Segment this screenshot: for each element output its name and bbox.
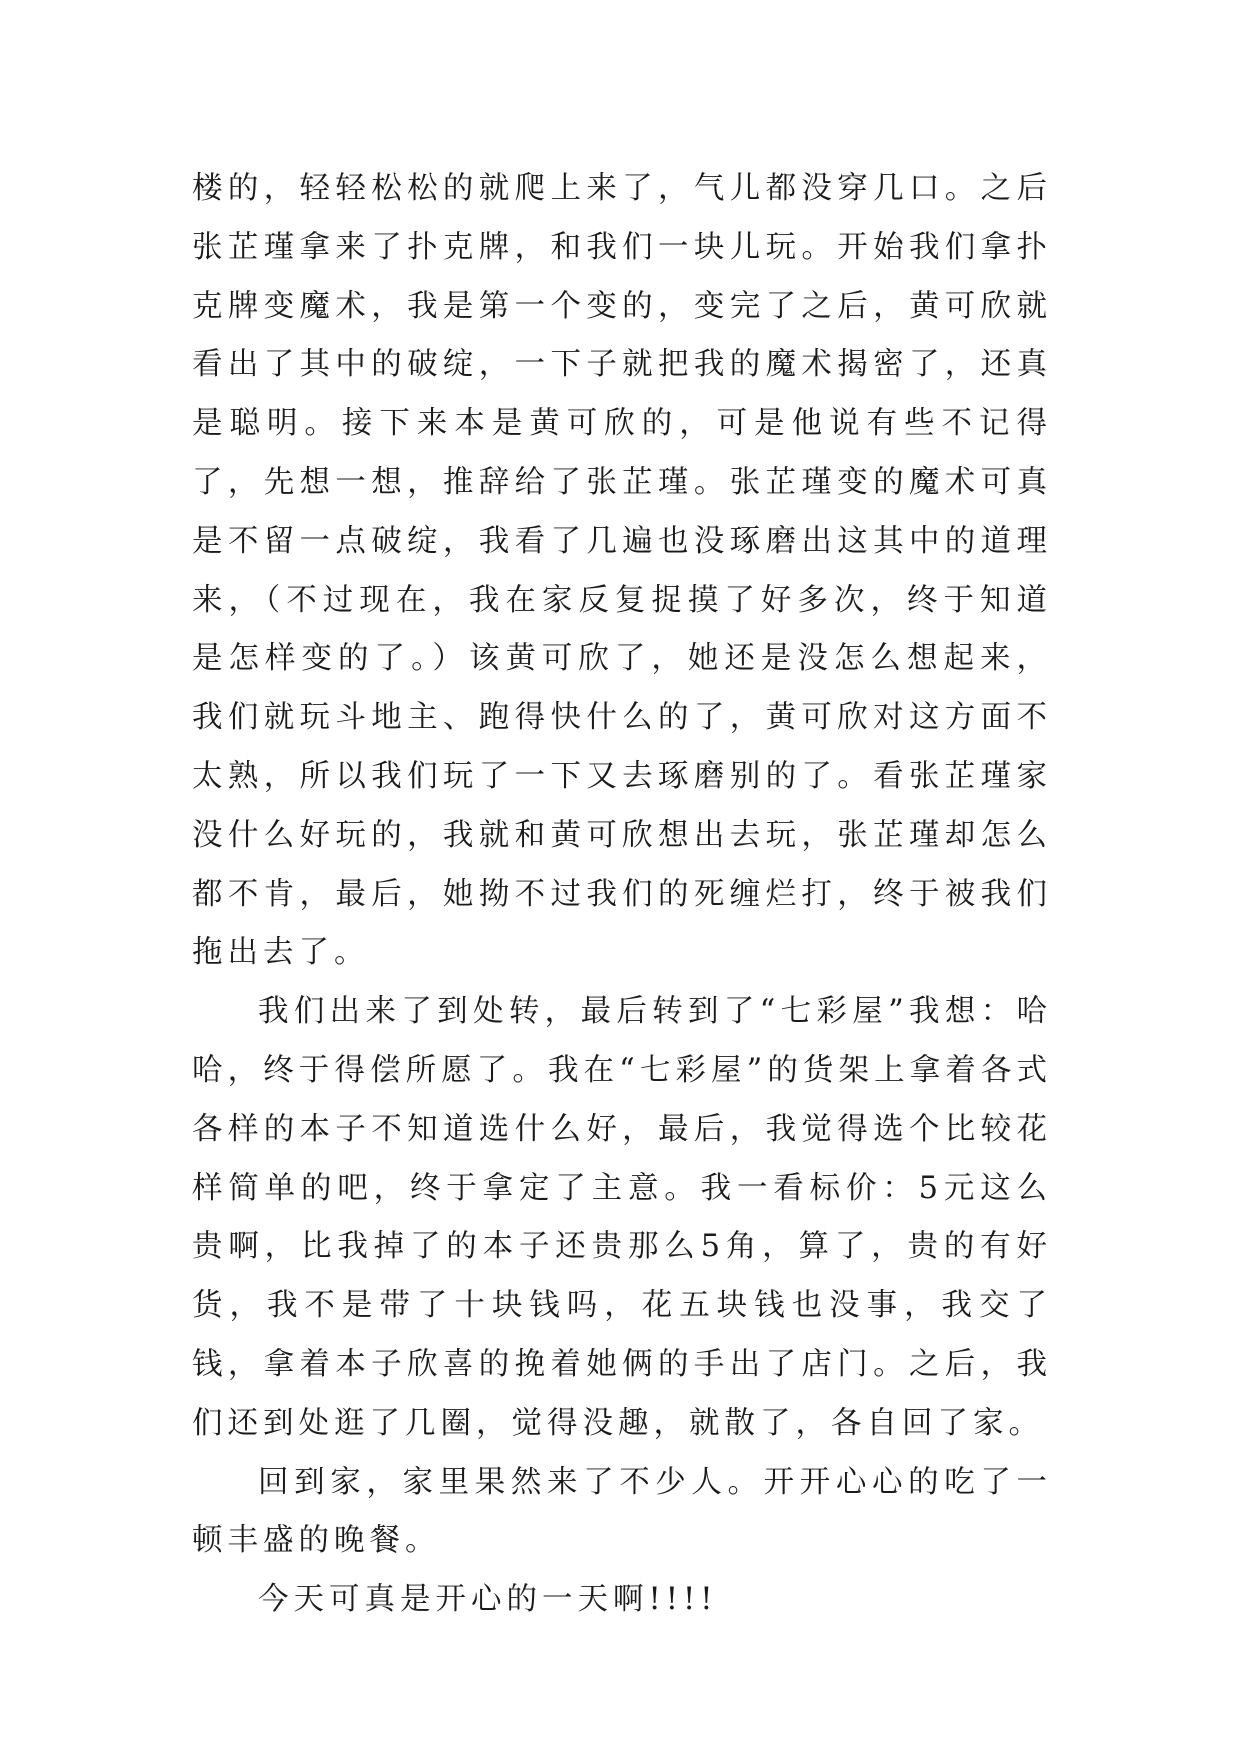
paragraph-continuation: 楼的，轻轻松松的就爬上来了，气儿都没穿几口。之后张芷瑾拿来了扑克牌，和我们一块儿玩。开始我们拿扑克牌变魔术，我是第一个变的，变完了之后，黄可欣就看出了其中的破绽，一下子就把我的魔术揭密了，还真是聪明。接下来本是黄可欣的，可是他说有些不记得了，先想一想，推辞给了张芷瑾。张芷瑾变的魔术可真是不留一点破绽，我看了几遍也没琢磨出这其中的道理来，（不过现在，我在家反复捉摸了好多次，终于知道是怎样变的了。）该黄可欣了，她还是没怎么想起来，我们就玩斗地主、跑得快什么的了，黄可欣对这方面不太熟，所以我们玩了一下又去琢磨别的了。看张芷瑾家没什么好玩的，我就和黄可欣想出去玩，张芷瑾却怎么都不肯，最后，她拗不过我们的死缠烂打，终于被我们拖出去了。 (192, 171, 1052, 971)
paragraph-conclusion: 今天可真是开心的一天啊!!!! (258, 1582, 718, 1618)
paragraph-shop-visit: 我们出来了到处转，最后转到了“七彩屋”我想：哈哈，终于得偿所愿了。我在“七彩屋”的货架上拿着各式各样的本子不知道选什么好，最后，我觉得选个比较花样简单的吧，终于拿定了主意。我一看标价：5元这么贵啊，比我掉了的本子还贵那么5角，算了，贵的有好货，我不是带了十块钱吗，花五块钱也没事，我交了钱，拿着本子欣喜的挽着她俩的手出了店门。之后，我们还到处逛了几圈，觉得没趣，就散了，各自回了家。 (192, 994, 1052, 1441)
document-body (192, 160, 1052, 1630)
paragraph-dinner: 回到家，家里果然来了不少人。开开心心的吃了一顿丰盛的晚餐。 (192, 1464, 1052, 1559)
